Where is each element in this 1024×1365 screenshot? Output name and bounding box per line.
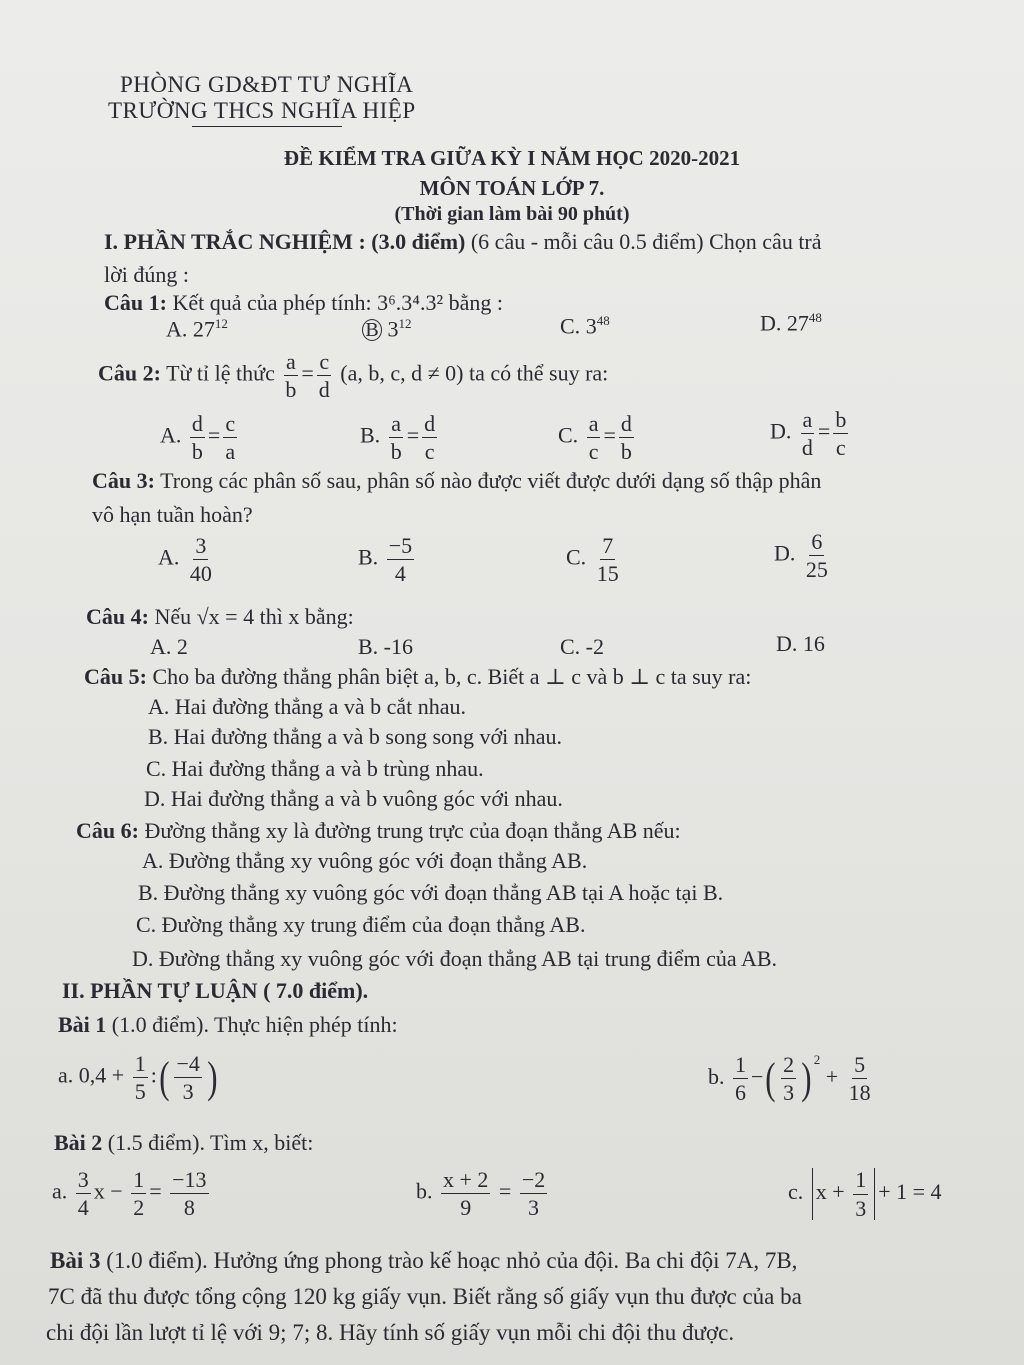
bai2-label: Bài 2 (54, 1130, 103, 1155)
option-label: B. (360, 422, 381, 448)
plus-sign: + (825, 1064, 839, 1089)
bai3-label: Bài 3 (50, 1248, 101, 1273)
bai2-part-c (788, 1168, 942, 1220)
option-label: A. (158, 544, 180, 570)
abs-bar-right (874, 1168, 875, 1220)
q1-option-b[interactable] (362, 316, 412, 342)
fraction: $\frac{a}{c}$ (588, 411, 599, 465)
fraction: $\frac{-13}{8}$ (172, 1167, 207, 1221)
fraction: $\frac{-4}{3}$ (176, 1051, 200, 1105)
option-label: C. (558, 422, 579, 448)
option-label: D. (760, 310, 782, 336)
department-name: PHÒNG GD&ĐT TƯ NGHĨA (120, 72, 414, 97)
q5-option-b[interactable]: B. Hai đường thẳng a và b song song với nhau. (148, 724, 563, 749)
q5-label: Câu 5: (84, 664, 147, 689)
fraction: $\frac{b}{c}$ (835, 407, 847, 461)
q2-option-c[interactable]: C. $\frac{a}{c}$ = $\frac{d}{b}$ (558, 411, 632, 465)
part1-note-line2: lời đúng : (104, 262, 189, 287)
left-paren: ( (159, 1053, 170, 1103)
question-1 (104, 290, 503, 316)
q3-option-b[interactable] (358, 534, 417, 585)
exam-title: ĐỀ KIỂM TRA GIỮA KỲ I NĂM HỌC 2020-2021 (283, 146, 741, 170)
school-name-text: TRƯỜNG THCS NGHĨA HIỆP (108, 98, 416, 123)
q4-option-a[interactable]: A. 2 (150, 634, 188, 659)
q6-option-d[interactable]: D. Đường thẳng xy vuông góc với đoạn thẳng AB tại trung điểm của AB. (132, 946, 778, 971)
fraction: $\frac{6}{25}$ (805, 529, 828, 583)
question-6 (76, 818, 681, 844)
part-label: b. (708, 1064, 725, 1089)
q4-text-after: thì x bằng: (259, 604, 354, 629)
q3-option-a[interactable] (158, 534, 217, 585)
q5-option-d[interactable]: D. Hai đường thẳng a và b vuông góc với nhau. (144, 786, 563, 811)
selected-circle-mark: B (362, 319, 382, 341)
q3-option-d[interactable] (774, 530, 833, 581)
q1-option-a[interactable] (166, 316, 228, 342)
fraction: $\frac{1}{6}$ (735, 1052, 746, 1106)
bai1-part-a (58, 1052, 220, 1103)
option-base: 27 (192, 316, 215, 342)
abs-bar-left (812, 1168, 813, 1220)
exam-subject: MÔN TOÁN LỚP 7. (419, 176, 605, 200)
bai1-text: (1.0 điểm). Thực hiện phép tính: (111, 1012, 398, 1037)
fraction: $\frac{d}{c}$ (424, 411, 436, 465)
q4-option-d[interactable]: D. 16 (776, 631, 825, 656)
q2-tail: ta có thể suy ra: (469, 360, 609, 386)
q6-option-a[interactable]: A. Đường thẳng xy vuông góc với đoạn thẳng AB. (142, 848, 588, 873)
bai1-label: Bài 1 (58, 1012, 107, 1037)
q2-condition: (a, b, c, d ≠ 0) (340, 360, 464, 386)
option-exponent: 48 (596, 313, 610, 328)
option-label: A. (160, 422, 182, 448)
q1-option-c[interactable] (560, 313, 610, 339)
q2-label: Câu 2: (98, 360, 161, 386)
q6-label: Câu 6: (76, 818, 139, 843)
q1-label: Câu 1: (104, 290, 167, 315)
minus-sign: − (751, 1064, 764, 1089)
q2-option-a[interactable]: A. $\frac{d}{b}$ = $\frac{c}{a}$ (160, 411, 236, 465)
q1-text: Kết quả của phép tính: (172, 290, 372, 315)
q2-option-b[interactable]: B. $\frac{a}{b}$ = $\frac{d}{c}$ (360, 411, 436, 465)
q5-text: Cho ba đường thẳng phân biệt a, b, c. Biết a ⊥ c và b ⊥ c ta suy ra: (152, 664, 752, 689)
part1-heading-line (104, 229, 822, 255)
expr-text: x − (93, 1178, 123, 1204)
q4-label: Câu 4: (86, 604, 149, 629)
fraction: $\frac{1}{2}$ (133, 1167, 145, 1221)
exam-time: (Thời gian làm bài 90 phút) (394, 203, 630, 225)
expr-text: x + (815, 1179, 845, 1205)
part1-heading: I. PHẦN TRẮC NGHIỆM : (3.0 điểm) (104, 229, 466, 254)
fraction: $\frac{5}{18}$ (848, 1052, 871, 1106)
fraction: $\frac{7}{15}$ (596, 533, 619, 587)
q6-option-b[interactable]: B. Đường thẳng xy vuông góc với đoạn thẳng AB tại A hoặc tại B. (138, 880, 724, 905)
q1-tail: bằng : (448, 290, 503, 315)
equals-sign: = (498, 1178, 512, 1204)
option-label: C. (566, 544, 587, 570)
equals-sign: = (149, 1178, 162, 1204)
part-label: a. (58, 1062, 74, 1088)
option-base: 27 (786, 310, 809, 336)
left-paren: ( (765, 1054, 776, 1104)
bai-3 (50, 1248, 797, 1274)
q4-option-b[interactable]: B. -16 (358, 634, 413, 659)
question-2: Câu 2: Từ tỉ lệ thức $\frac{a}{b}$ = $\frac{c}{d}$ (a, b, c, d ≠ 0) ta có thể suy ra: (98, 349, 609, 403)
option-exponent: 48 (808, 310, 822, 325)
bai2-text: (1.5 điểm). Tìm x, biết: (107, 1130, 314, 1155)
fraction: $\frac{1}{3}$ (855, 1167, 867, 1221)
bai3-text-line1: (1.0 điểm). Hưởng ứng phong trào kế hoạc nhỏ của đội. Ba chi đội 7A, 7B, (106, 1248, 798, 1273)
ratio-a-over-b: $\frac{a}{b}$ (285, 349, 297, 403)
option-label: D. (774, 540, 796, 566)
fraction: $\frac{1}{5}$ (134, 1051, 146, 1105)
option-label: D. (770, 418, 792, 444)
q1-option-d[interactable] (760, 310, 822, 336)
fraction: $\frac{c}{a}$ (225, 411, 236, 465)
q2-text: Từ tỉ lệ thức (166, 360, 275, 386)
fraction: $\frac{3}{40}$ (189, 533, 212, 587)
q3-text-line2: vô hạn tuần hoàn? (92, 502, 253, 527)
part2-heading: II. PHẦN TỰ LUẬN ( 7.0 điểm). (62, 978, 369, 1003)
option-base: 3 (585, 313, 597, 339)
option-exponent: 12 (398, 316, 412, 331)
part-label: b. (416, 1178, 433, 1204)
option-exponent: 12 (214, 316, 228, 331)
colon-sign: : (150, 1062, 157, 1088)
bai-1 (58, 1012, 398, 1038)
part1-note: (6 câu - mỗi câu 0.5 điểm) Chọn câu trả (470, 229, 822, 254)
fraction: $\frac{d}{b}$ (620, 411, 632, 465)
q5-option-c[interactable]: C. Hai đường thẳng a và b trùng nhau. (146, 756, 484, 781)
fraction: $\frac{a}{d}$ (801, 407, 813, 461)
q6-text: Đường thẳng xy là đường trung trực của đoạn thẳng AB nếu: (144, 818, 681, 843)
part-label: c. (788, 1179, 804, 1205)
bai3-text-line2: 7C đã thu được tổng cộng 120 kg giấy vụn. Biết rằng số giấy vụn thu được của ba (48, 1284, 802, 1309)
fraction: $\frac{-2}{3}$ (521, 1167, 546, 1221)
fraction: $\frac{x + 2}{9}$ (443, 1167, 489, 1221)
right-paren: ) (801, 1054, 812, 1104)
question-3 (92, 468, 821, 494)
q3-label: Câu 3: (92, 468, 155, 493)
q4-text-before: Nếu (154, 604, 192, 629)
bai3-text-line3: chi đội lần lượt tỉ lệ với 9; 7; 8. Hãy tính số giấy vụn mỗi chi đội thu được. (46, 1320, 735, 1345)
q6-option-c[interactable]: C. Đường thẳng xy trung điểm của đoạn thẳng AB. (136, 912, 586, 937)
q1-expr: 3⁶.3⁴.3² (377, 290, 444, 315)
school-name (108, 98, 416, 124)
fraction: $\frac{d}{b}$ (191, 411, 203, 465)
q4-option-c[interactable]: C. -2 (560, 634, 604, 659)
question-4 (86, 604, 354, 630)
question-5 (84, 664, 751, 690)
q3-text: Trong các phân số sau, phân số nào được viết được dưới dạng số thập phân (160, 468, 822, 493)
fraction: $\frac{-5}{4}$ (388, 533, 413, 587)
option-label: A. (166, 316, 188, 342)
option-label: C. (560, 313, 581, 339)
fraction: $\frac{a}{b}$ (390, 411, 402, 465)
bai2-part-a (52, 1168, 212, 1219)
bai-2 (54, 1130, 313, 1156)
q5-option-a[interactable]: A. Hai đường thẳng a và b cắt nhau. (148, 694, 467, 719)
right-paren: ) (207, 1053, 218, 1103)
fraction: $\frac{3}{4}$ (77, 1167, 89, 1221)
school-underline (192, 126, 342, 127)
expr-text: 0,4 + (78, 1062, 125, 1088)
q4-expr: √x = 4 (196, 604, 255, 629)
ratio-c-over-d: $\frac{c}{d}$ (318, 349, 330, 403)
expr-text: + 1 = 4 (878, 1179, 942, 1205)
bai1-part-b (708, 1052, 876, 1105)
bai2-part-b (416, 1168, 550, 1219)
fraction: $\frac{2}{3}$ (783, 1052, 795, 1106)
q2-option-d[interactable]: D. $\frac{a}{d}$ = $\frac{b}{c}$ (770, 407, 847, 461)
exponent: 2 (813, 1052, 821, 1067)
option-base: 3 (387, 316, 399, 342)
part-label: a. (52, 1178, 68, 1204)
option-label: B. (358, 544, 379, 570)
q3-option-c[interactable] (566, 534, 624, 585)
